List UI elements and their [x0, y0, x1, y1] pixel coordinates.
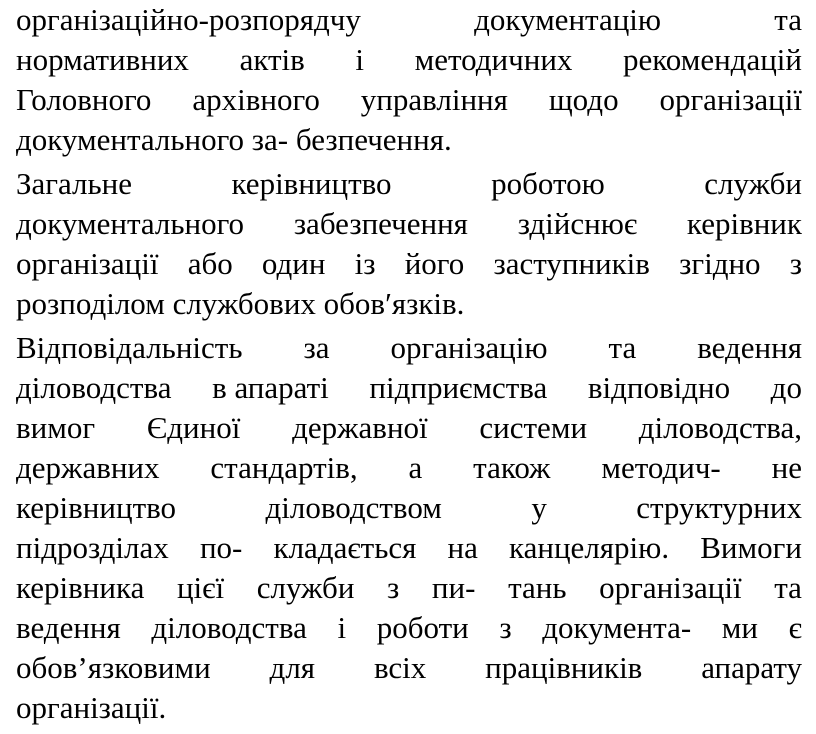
word: керівника — [16, 570, 145, 605]
text-line — [16, 528, 802, 568]
word: або — [187, 246, 233, 281]
text-line — [16, 568, 802, 608]
word: управління — [360, 82, 508, 117]
word: Загальне — [16, 166, 132, 201]
word: державної — [292, 410, 428, 445]
word: державних — [16, 450, 160, 485]
text-line — [16, 164, 802, 204]
word: системи — [479, 410, 588, 445]
word: канцелярію. — [509, 530, 670, 565]
word: заступників — [493, 246, 650, 281]
text-line — [16, 648, 802, 688]
word: вимог — [16, 410, 96, 445]
word: його — [404, 246, 465, 281]
text-line — [16, 244, 802, 284]
word: і — [355, 42, 365, 77]
text-line — [16, 204, 802, 244]
word: в апараті — [212, 370, 329, 405]
text-line — [16, 368, 802, 408]
word: кладається — [273, 530, 417, 565]
word: діловодством — [265, 490, 442, 525]
word: організацію — [390, 330, 548, 365]
text-line — [16, 40, 802, 80]
text-line — [16, 608, 802, 648]
word: керівник — [686, 206, 802, 241]
word: документацію — [474, 2, 662, 37]
word: діловодства — [16, 370, 172, 405]
text-line — [16, 0, 802, 40]
word: для — [269, 650, 316, 685]
word: із — [354, 246, 376, 281]
word: ми — [721, 610, 758, 645]
word: працівників — [485, 650, 643, 685]
text-line: документального за- безпечення. — [16, 122, 452, 157]
word: та — [608, 330, 637, 365]
word: за — [303, 330, 330, 365]
word: методич- — [601, 450, 721, 485]
word: апарату — [701, 650, 802, 685]
word: і — [337, 610, 347, 645]
word: забезпечення — [293, 206, 468, 241]
word: є — [788, 610, 802, 645]
word: Вимоги — [700, 530, 802, 565]
word: керівництво — [231, 166, 392, 201]
word: а — [408, 450, 423, 485]
text-line — [16, 80, 802, 120]
word: тань — [508, 570, 567, 605]
word: один — [261, 246, 326, 281]
word: всіх — [373, 650, 427, 685]
word: організації — [16, 246, 159, 281]
word: ведення — [16, 610, 121, 645]
word: обов’язковими — [16, 650, 211, 685]
word: з — [387, 570, 400, 605]
word: служби — [256, 570, 355, 605]
word: організаційно-розпорядчу — [16, 2, 361, 37]
word: організації — [599, 570, 742, 605]
word: служби — [704, 166, 802, 201]
word: архівного — [192, 82, 320, 117]
word: з — [499, 610, 512, 645]
word: з — [789, 246, 802, 281]
word: стандартів, — [210, 450, 358, 485]
text-line — [16, 448, 802, 488]
word: методичних — [414, 42, 573, 77]
word: діловодства — [151, 610, 307, 645]
word: роботи — [376, 610, 469, 645]
word: відповідно — [587, 370, 731, 405]
word: згідно — [679, 246, 761, 281]
word: не — [771, 450, 802, 485]
word: підрозділах — [16, 530, 169, 565]
text-line — [16, 408, 802, 448]
word: та — [774, 570, 802, 605]
word: актів — [239, 42, 305, 77]
text-line: розподілом службових обов′язків. — [16, 286, 465, 321]
word: організації — [659, 82, 802, 117]
word: та — [774, 2, 802, 37]
word: пи- — [431, 570, 476, 605]
word: також — [473, 450, 551, 485]
word: рекомендацій — [623, 42, 802, 77]
word: нормативних — [16, 42, 189, 77]
text-line — [16, 488, 802, 528]
word: у — [531, 490, 547, 525]
word: структурних — [636, 490, 802, 525]
word: по- — [199, 530, 243, 565]
word: на — [447, 530, 478, 565]
word: діловодства, — [638, 410, 802, 445]
text-line — [16, 328, 802, 368]
word: підприємства — [369, 370, 548, 405]
word: документального — [16, 206, 245, 241]
word: цієї — [176, 570, 225, 605]
word: Головного — [16, 82, 152, 117]
text-line: організації. — [16, 690, 167, 725]
word: ведення — [697, 330, 802, 365]
word: роботою — [491, 166, 605, 201]
word: здійснює — [517, 206, 638, 241]
word: Відповідальність — [16, 330, 243, 365]
word: Єдиної — [146, 410, 241, 445]
word: документа- — [542, 610, 692, 645]
word: до — [770, 370, 802, 405]
word: керівництво — [16, 490, 177, 525]
word: щодо — [548, 82, 619, 117]
